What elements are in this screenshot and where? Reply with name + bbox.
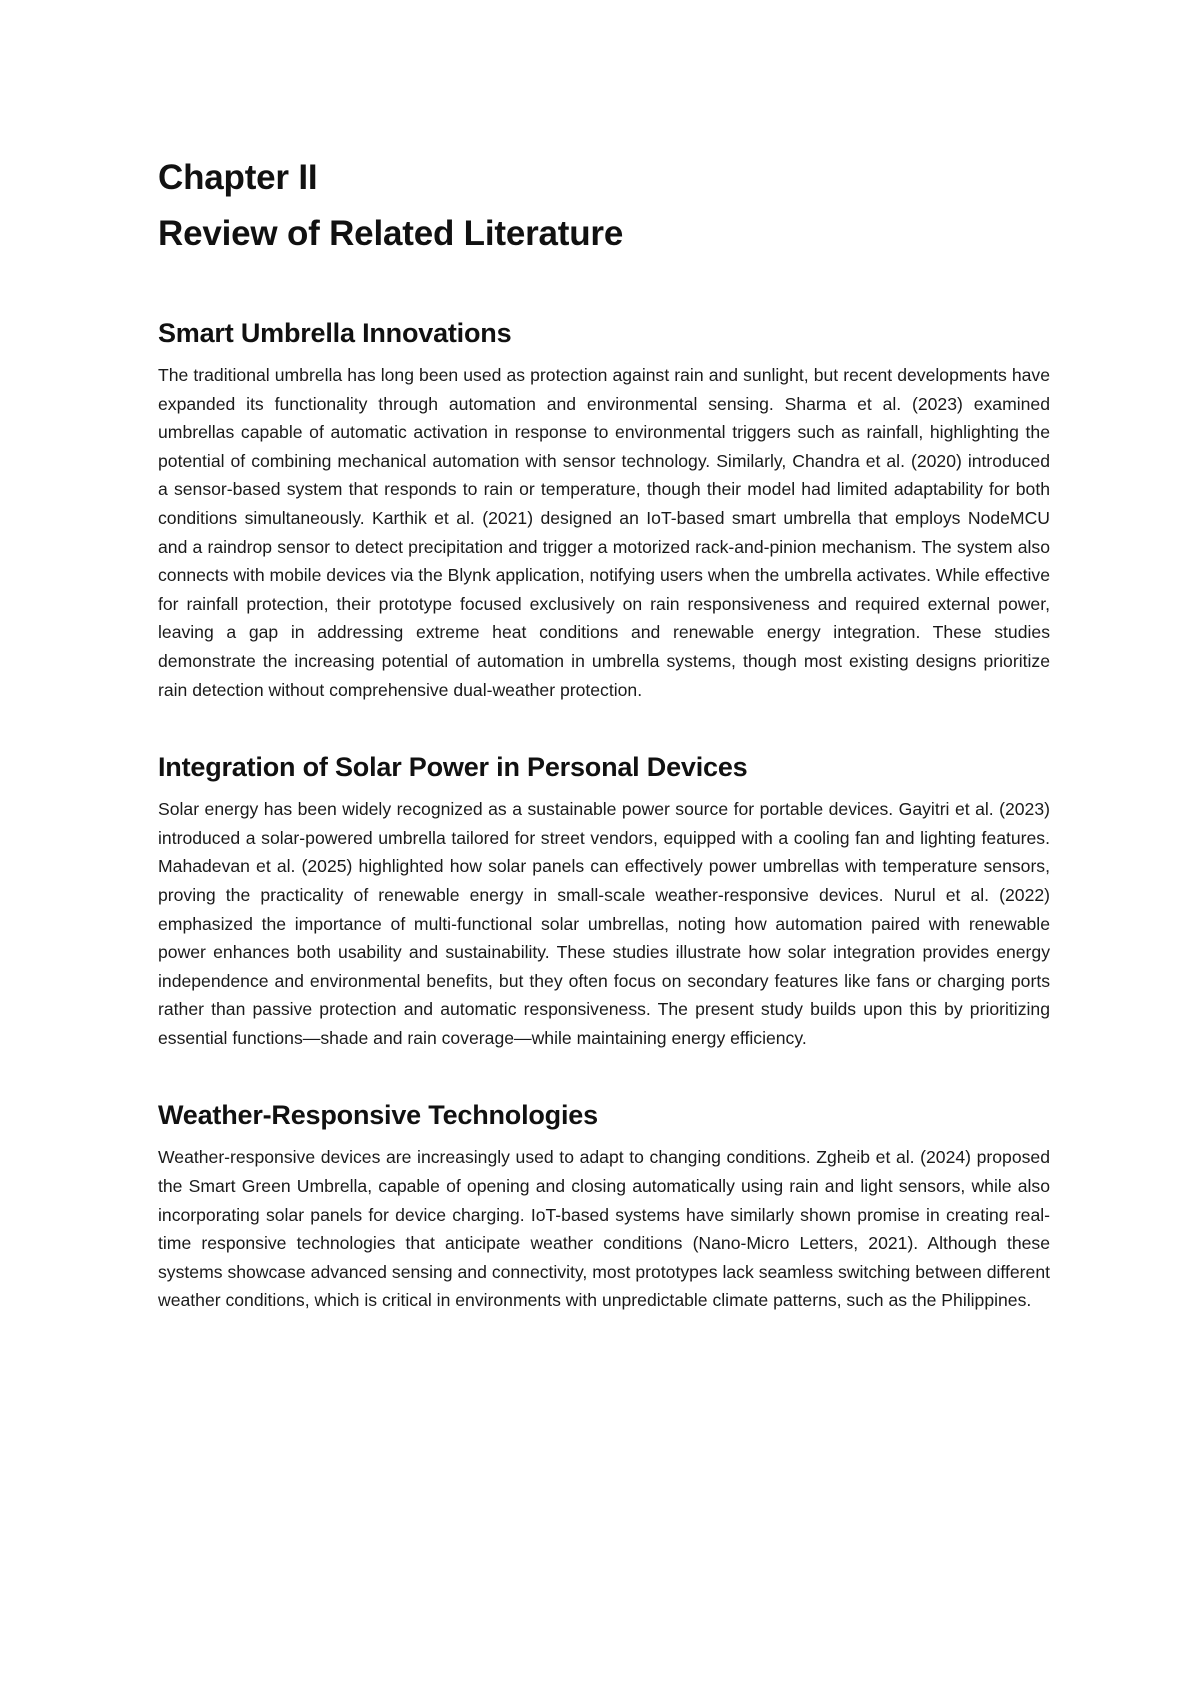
section-heading: Weather-Responsive Technologies bbox=[158, 1100, 598, 1131]
chapter-label: Chapter II bbox=[158, 158, 318, 197]
section-weather-responsive-technologies bbox=[158, 1095, 1050, 1315]
section-paragraph: The traditional umbrella has long been used as protection against rain and sunlight, but recent developments have expanded its functionality through automation and environmental sensing. Sharma et al. (2023) examined umbrellas capable of automatic activation in response to environmental triggers such as rainfall, highlighting the potential of combining mechanical automation with sensor technology. Similarly, Chandra et al. (2020) introduced a sensor-based system that responds to rain or temperature, though their model had limited adaptability for both conditions simultaneously. Karthik et al. (2021) designed an IoT-based smart umbrella that employs NodeMCU and a raindrop sensor to detect precipitation and trigger a motorized rack-and-pinion mechanism. The system also connects with mobile devices via the Blynk application, notifying users when the umbrella activates. While effective for rainfall protection, their prototype focused exclusively on rain responsiveness and required external power, leaving a gap in addressing extreme heat conditions and renewable energy integration. These studies demonstrate the increasing potential of automation in umbrella systems, though most existing designs prioritize rain detection without comprehensive dual-weather protection. bbox=[158, 365, 1050, 700]
section-paragraph: Weather-responsive devices are increasingly used to adapt to changing conditions. Zgheib et al. (2024) proposed the Smart Green Umbrella, capable of opening and closing automatically using rain and light sensors, while also incorporating solar panels for device charging. IoT-based systems have similarly shown promise in creating real-time responsive technologies that anticipate weather conditions (Nano-Micro Letters, 2021). Although these systems showcase advanced sensing and connectivity, most prototypes lack seamless switching between different weather conditions, which is critical in environments with unpredictable climate patterns, such as the Philippines. bbox=[158, 1147, 1050, 1311]
document-page bbox=[158, 150, 1050, 1315]
section-paragraph: Solar energy has been widely recognized as a sustainable power source for portable devices. Gayitri et al. (2023) introduced a solar-powered umbrella tailored for street vendors, equipped with a cooling fan and lighting features. Mahadevan et al. (2025) highlighted how solar panels can effectively power umbrellas with temperature sensors, proving the practicality of renewable energy in small-scale weather-responsive devices. Nurul et al. (2022) emphasized the importance of multi-functional solar umbrellas, noting how automation paired with renewable power enhances both usability and sustainability. These studies illustrate how solar integration provides energy independence and environmental benefits, but they often focus on secondary features like fans or charging ports rather than passive protection and automatic responsiveness. The present study builds upon this by prioritizing essential functions—shade and rain coverage—while maintaining energy efficiency. bbox=[158, 799, 1050, 1048]
section-heading: Integration of Solar Power in Personal Devices bbox=[158, 752, 748, 783]
section-solar-power-integration bbox=[158, 747, 1050, 1052]
section-smart-umbrella-innovations bbox=[158, 313, 1050, 704]
section-heading: Smart Umbrella Innovations bbox=[158, 318, 512, 348]
chapter-title: Review of Related Literature bbox=[158, 214, 624, 253]
